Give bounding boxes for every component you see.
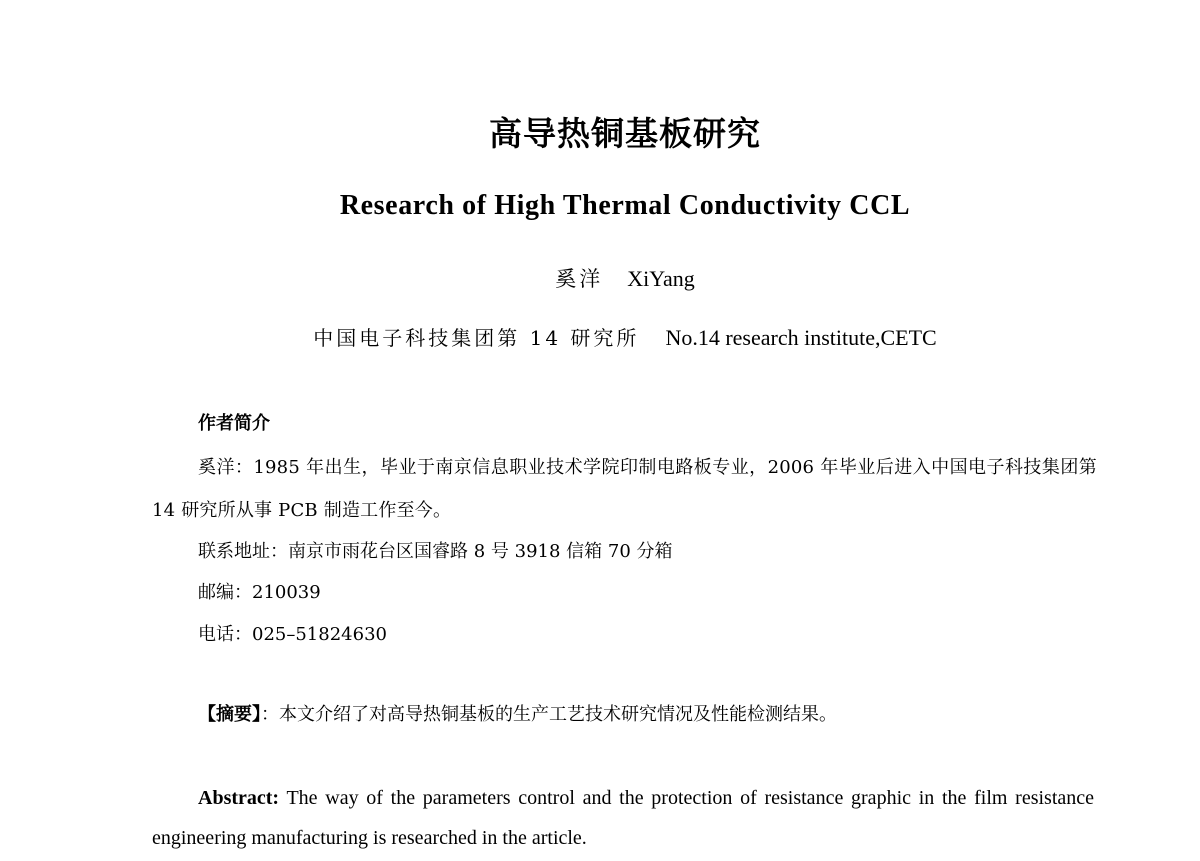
affiliation-english: No.14 research institute,CETC <box>665 325 937 350</box>
phone-number: 电话：025–51824630 <box>198 624 387 645</box>
author-intro-heading: 作者简介 <box>198 413 270 434</box>
author-name-chinese: 奚洋 <box>555 267 604 291</box>
abstract-english-label: Abstract: <box>198 787 280 809</box>
contact-address: 联系地址：南京市雨花台区国睿路 8 号 3918 信箱 70 分箱 <box>198 541 673 562</box>
abstract-chinese <box>198 700 837 726</box>
author-name-english: XiYang <box>627 266 695 291</box>
abstract-chinese-text: ：本文介绍了对高导热铜基板的生产工艺技术研究情况及性能检测结果。 <box>261 704 837 725</box>
title-chinese: 高导热铜基板研究 <box>489 114 761 153</box>
postcode: 邮编：210039 <box>198 582 321 603</box>
affiliation-line <box>0 322 1200 351</box>
title-english: Research of High Thermal Conductivity CCL <box>339 190 911 221</box>
abstract-english <box>152 778 1094 858</box>
author-line <box>0 263 1200 293</box>
affiliation-chinese: 中国电子科技集团第 14 研究所 <box>313 326 640 350</box>
abstract-chinese-label: 【摘要】 <box>198 704 261 725</box>
abstract-english-text: The way of the parameters control and the protection of resistance graphic in the film resistance engineering manufacturing is researched in the article. <box>152 787 1094 849</box>
author-bio: 奚洋：1985 年出生，毕业于南京信息职业技术学院印制电路板专业，2006 年毕业后进入中国电子科技集团第 14 研究所从事 PCB 制造工作至今。 <box>152 457 1097 521</box>
